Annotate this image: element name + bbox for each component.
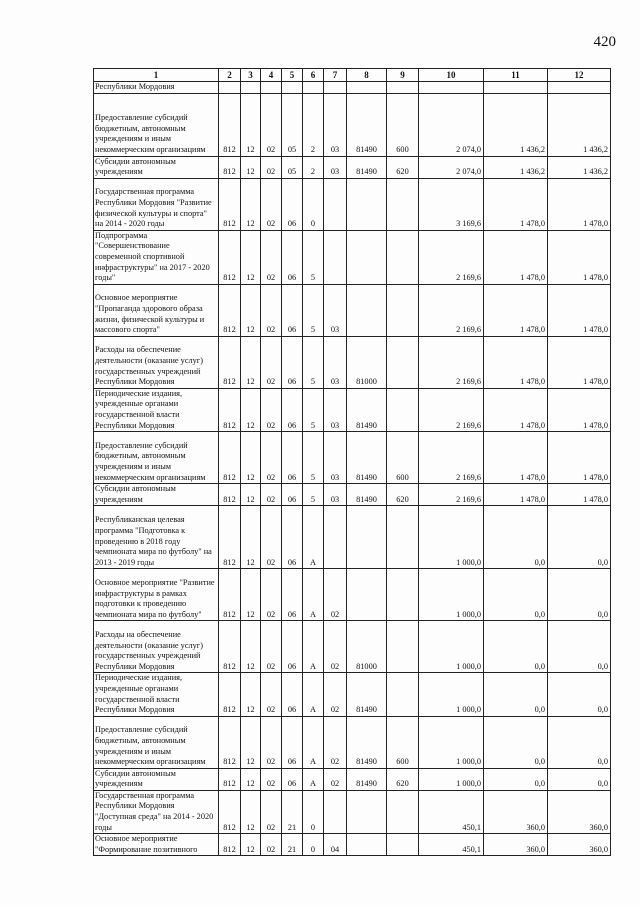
- cell-item-name: Основное мероприятие "Пропаганда здорового образа жизни, физической культуры и массового спорта": [94, 284, 219, 336]
- cell-section-code: 12: [241, 432, 261, 484]
- cell-amount-2020: 1 478,0: [548, 230, 611, 284]
- cell-amount-2019: 1 478,0: [484, 388, 548, 431]
- column-header: 4: [261, 69, 282, 82]
- cell-direction-code: [347, 790, 387, 833]
- column-header: 2: [219, 69, 241, 82]
- cell-amount-2018: 2 169,6: [419, 388, 484, 431]
- cell-direction-code: [347, 284, 387, 336]
- cell-subprogram-code: 5: [303, 230, 324, 284]
- cell-ministry-code: 812: [219, 432, 241, 484]
- cell-direction-code: [347, 834, 387, 856]
- cell-item-name: Расходы на обеспечение деятельности (оказание услуг) государственных учреждений Республики Мордовия: [94, 336, 219, 388]
- cell-direction-code: 81490: [347, 388, 387, 431]
- cell-section-code: 12: [241, 673, 261, 716]
- table-row: [94, 569, 611, 621]
- cell-program-code: 05: [282, 93, 303, 156]
- cell-activity-code: 03: [324, 336, 347, 388]
- cell-expense-type-code: 620: [387, 768, 419, 790]
- cell-subprogram-code: 5: [303, 336, 324, 388]
- cell-ministry-code: 812: [219, 336, 241, 388]
- cell-activity-code: [324, 790, 347, 833]
- cell-activity-code: 03: [324, 432, 347, 484]
- table-row: [94, 716, 611, 768]
- cell-amount-2020: 1 478,0: [548, 284, 611, 336]
- cell-amount-2019: 0,0: [484, 716, 548, 768]
- cell-direction-code: 81490: [347, 484, 387, 506]
- cell-amount-2020: 0,0: [548, 506, 611, 569]
- cell-item-name: Основное мероприятие "Развитие инфраструктуры в рамках подготовки к проведению чемпионата мира по футболу": [94, 569, 219, 621]
- cell-ministry-code: 812: [219, 284, 241, 336]
- cell-amount-2019: 1 478,0: [484, 336, 548, 388]
- cell-amount-2018: 450,1: [419, 790, 484, 833]
- column-header: 6: [303, 69, 324, 82]
- cell-subsection-code: 02: [261, 432, 282, 484]
- cell-program-code: 06: [282, 336, 303, 388]
- cell-program-code: 06: [282, 388, 303, 431]
- cell-activity-code: 02: [324, 621, 347, 673]
- cell-subsection-code: 02: [261, 834, 282, 856]
- cell-expense-type-code: 620: [387, 484, 419, 506]
- cell-ministry-code: 812: [219, 230, 241, 284]
- cell-activity-code: 02: [324, 768, 347, 790]
- cell-program-code: 06: [282, 673, 303, 716]
- cell-direction-code: [347, 569, 387, 621]
- cell-section-code: 12: [241, 156, 261, 178]
- cell-amount-2018: 1 000,0: [419, 569, 484, 621]
- cell-amount-2019: 1 478,0: [484, 432, 548, 484]
- cell-direction-code: 81000: [347, 336, 387, 388]
- column-header: 10: [419, 69, 484, 82]
- table-row: [94, 336, 611, 388]
- budget-table: [93, 68, 611, 856]
- cell-item-name: Государственная программа Республики Мордовия "Развитие физической культуры и спорта" на 2014 - 2020 годы: [94, 178, 219, 230]
- table-row: [94, 790, 611, 833]
- cell-subprogram-code: 2: [303, 93, 324, 156]
- cell-amount-2020: 1 478,0: [548, 336, 611, 388]
- cell-section-code: 12: [241, 506, 261, 569]
- cell-activity-code: 03: [324, 93, 347, 156]
- cell-subprogram-code: 5: [303, 388, 324, 431]
- cell-amount-2019: 1 478,0: [484, 284, 548, 336]
- cell-section-code: 12: [241, 716, 261, 768]
- cell-ministry-code: 812: [219, 506, 241, 569]
- cell-subsection-code: 02: [261, 230, 282, 284]
- cell-activity-code: 03: [324, 388, 347, 431]
- cell-expense-type-code: [387, 178, 419, 230]
- cell-amount-2018: 3 169,6: [419, 178, 484, 230]
- cell-activity-code: 03: [324, 156, 347, 178]
- cell-direction-code: 81490: [347, 768, 387, 790]
- cell-direction-code: 81490: [347, 93, 387, 156]
- cell-amount-2020: 0,0: [548, 673, 611, 716]
- cell-amount-2018: 1 000,0: [419, 673, 484, 716]
- cell-direction-code: 81000: [347, 621, 387, 673]
- table-row: [94, 93, 611, 156]
- cell-expense-type-code: 600: [387, 716, 419, 768]
- table-row: [94, 178, 611, 230]
- cell-item-name: Государственная программа Республики Мордовия "Доступная среда" на 2014 - 2020 годы: [94, 790, 219, 833]
- cell-program-code: 06: [282, 432, 303, 484]
- cell-subprogram-code: 5: [303, 284, 324, 336]
- cell-amount-2018: 2 074,0: [419, 156, 484, 178]
- cell-item-name: Республиканская целевая программа "Подготовка к проведению в 2018 году чемпионата мира по футболу" на 2013 - 2019 годы: [94, 506, 219, 569]
- cell-amount-2018: 2 074,0: [419, 93, 484, 156]
- cell-expense-type-code: [387, 230, 419, 284]
- cell-subsection-code: 02: [261, 484, 282, 506]
- cell-activity-code: [324, 178, 347, 230]
- cell-section-code: 12: [241, 621, 261, 673]
- cell-subsection-code: 02: [261, 790, 282, 833]
- cell-program-code: 06: [282, 230, 303, 284]
- cell-item-name: Расходы на обеспечение деятельности (оказание услуг) государственных учреждений Республики Мордовия: [94, 621, 219, 673]
- cell-ministry-code: 812: [219, 178, 241, 230]
- cell-activity-code: 04: [324, 834, 347, 856]
- cell-expense-type-code: [387, 284, 419, 336]
- cell-amount-2020: 1 478,0: [548, 484, 611, 506]
- cell-item-name: Предоставление субсидий бюджетным, автономным учреждениям и иным некоммерческим организациям: [94, 432, 219, 484]
- cell-program-code: 21: [282, 790, 303, 833]
- cell-ministry-code: 812: [219, 93, 241, 156]
- cell-direction-code: [347, 506, 387, 569]
- cell-program-code: 06: [282, 178, 303, 230]
- cell-amount-2019: 1 436,2: [484, 156, 548, 178]
- cell-section-code: 12: [241, 284, 261, 336]
- cell-program-code: 06: [282, 506, 303, 569]
- cell-expense-type-code: [387, 388, 419, 431]
- cell-section-code: 12: [241, 230, 261, 284]
- cell-amount-2019: 1 436,2: [484, 93, 548, 156]
- cell-subsection-code: 02: [261, 621, 282, 673]
- cell-amount-2019: 360,0: [484, 790, 548, 833]
- cell-amount-2020: 1 478,0: [548, 432, 611, 484]
- cell-amount-2018: 2 169,6: [419, 284, 484, 336]
- cell-amount-2020: 1 478,0: [548, 178, 611, 230]
- cell-amount-2019: 1 478,0: [484, 178, 548, 230]
- cell-ministry-code: 812: [219, 716, 241, 768]
- cell-amount-2018: 1 000,0: [419, 506, 484, 569]
- cell-ministry-code: 812: [219, 673, 241, 716]
- page-number: 420: [593, 34, 616, 50]
- cell-activity-code: [324, 230, 347, 284]
- cell-expense-type-code: [387, 834, 419, 856]
- table-row: [94, 388, 611, 431]
- cell-activity-code: 02: [324, 716, 347, 768]
- cell-program-code: 21: [282, 834, 303, 856]
- table-row: [94, 432, 611, 484]
- table-row: [94, 484, 611, 506]
- cell-subsection-code: 02: [261, 673, 282, 716]
- cell-activity-code: [324, 506, 347, 569]
- cell-item-name: Подпрограмма "Совершенствование современной спортивной инфраструктуры" на 2017 - 2020 годы": [94, 230, 219, 284]
- cell-item-name: Субсидии автономным учреждениям: [94, 156, 219, 178]
- cell-subsection-code: 02: [261, 768, 282, 790]
- cell-amount-2020: 0,0: [548, 621, 611, 673]
- cell-section-code: 12: [241, 388, 261, 431]
- column-header: 5: [282, 69, 303, 82]
- cell-expense-type-code: 600: [387, 432, 419, 484]
- cell-subprogram-code: А: [303, 716, 324, 768]
- cell-ministry-code: 812: [219, 156, 241, 178]
- cell-amount-2019: 0,0: [484, 506, 548, 569]
- cell-subprogram-code: А: [303, 673, 324, 716]
- cell-subprogram-code: А: [303, 506, 324, 569]
- cell-ministry-code: 812: [219, 484, 241, 506]
- column-header: 8: [347, 69, 387, 82]
- cell-section-code: 12: [241, 178, 261, 230]
- cell-item-name: Периодические издания, учрежденные органами государственной власти Республики Мордовия: [94, 388, 219, 431]
- cell-activity-code: 02: [324, 569, 347, 621]
- cell-section-code: 12: [241, 484, 261, 506]
- cell-amount-2018: 2 169,6: [419, 230, 484, 284]
- cell-section-code: 12: [241, 790, 261, 833]
- cell-item-name: Предоставление субсидий бюджетным, автономным учреждениям и иным некоммерческим организациям: [94, 716, 219, 768]
- cell-subsection-code: 02: [261, 93, 282, 156]
- cell-amount-2019: 0,0: [484, 768, 548, 790]
- cell-amount-2019: 1 478,0: [484, 484, 548, 506]
- cell-expense-type-code: [387, 621, 419, 673]
- table-row: [94, 768, 611, 790]
- cell-amount-2018: 2 169,6: [419, 432, 484, 484]
- cell-program-code: 06: [282, 284, 303, 336]
- cell-section-code: 12: [241, 569, 261, 621]
- cell-program-code: 06: [282, 484, 303, 506]
- table-header-row: [94, 69, 611, 82]
- cell-item-name: Основное мероприятие "Формирование позитивного: [94, 834, 219, 856]
- cell-direction-code: [347, 178, 387, 230]
- cell-subprogram-code: А: [303, 768, 324, 790]
- cell-subprogram-code: 5: [303, 484, 324, 506]
- table-row: [94, 673, 611, 716]
- table-row: [94, 82, 611, 94]
- cell-subsection-code: 02: [261, 156, 282, 178]
- cell-direction-code: [347, 230, 387, 284]
- table-row: [94, 506, 611, 569]
- cell-program-code: 06: [282, 768, 303, 790]
- cell-amount-2018: 2 169,6: [419, 336, 484, 388]
- cell-activity-code: 02: [324, 673, 347, 716]
- cell-ministry-code: 812: [219, 388, 241, 431]
- cell-amount-2019: 1 478,0: [484, 230, 548, 284]
- cell-amount-2020: 0,0: [548, 569, 611, 621]
- table-row: [94, 156, 611, 178]
- cell-item-name: Субсидии автономным учреждениям: [94, 484, 219, 506]
- cell-amount-2020: 1 436,2: [548, 93, 611, 156]
- cell-subsection-code: 02: [261, 178, 282, 230]
- cell-amount-2019: 0,0: [484, 673, 548, 716]
- column-header: 1: [94, 69, 219, 82]
- table-row: [94, 834, 611, 856]
- cell-direction-code: 81490: [347, 156, 387, 178]
- cell-section-code: 12: [241, 336, 261, 388]
- cell-subsection-code: 02: [261, 569, 282, 621]
- cell-section-code: 12: [241, 834, 261, 856]
- cell-subsection-code: 02: [261, 716, 282, 768]
- cell-expense-type-code: [387, 673, 419, 716]
- cell-item-name: Периодические издания, учрежденные органами государственной власти Республики Мордовия: [94, 673, 219, 716]
- cell-ministry-code: 812: [219, 834, 241, 856]
- cell-amount-2018: 450,1: [419, 834, 484, 856]
- cell-expense-type-code: 620: [387, 156, 419, 178]
- cell-expense-type-code: [387, 336, 419, 388]
- cell-activity-code: 03: [324, 484, 347, 506]
- table-row: [94, 621, 611, 673]
- cell-amount-2018: 1 000,0: [419, 716, 484, 768]
- cell-direction-code: 81490: [347, 716, 387, 768]
- cell-subsection-code: 02: [261, 336, 282, 388]
- cell-program-code: 06: [282, 716, 303, 768]
- cell-expense-type-code: [387, 569, 419, 621]
- region-label: Республики Мордовия: [94, 82, 219, 94]
- cell-ministry-code: 812: [219, 768, 241, 790]
- cell-subsection-code: 02: [261, 284, 282, 336]
- table-row: [94, 284, 611, 336]
- cell-subprogram-code: 5: [303, 432, 324, 484]
- cell-amount-2020: 360,0: [548, 834, 611, 856]
- cell-item-name: Субсидии автономным учреждениям: [94, 768, 219, 790]
- cell-subsection-code: 02: [261, 388, 282, 431]
- cell-amount-2018: 2 169,6: [419, 484, 484, 506]
- cell-section-code: 12: [241, 768, 261, 790]
- cell-subprogram-code: 2: [303, 156, 324, 178]
- cell-expense-type-code: [387, 790, 419, 833]
- cell-amount-2020: 1 478,0: [548, 388, 611, 431]
- cell-amount-2020: 1 436,2: [548, 156, 611, 178]
- cell-subsection-code: 02: [261, 506, 282, 569]
- cell-ministry-code: 812: [219, 790, 241, 833]
- cell-amount-2018: 1 000,0: [419, 621, 484, 673]
- column-header: 11: [484, 69, 548, 82]
- cell-subprogram-code: 0: [303, 178, 324, 230]
- cell-amount-2019: 0,0: [484, 621, 548, 673]
- cell-item-name: Предоставление субсидий бюджетным, автономным учреждениям и иным некоммерческим организациям: [94, 93, 219, 156]
- cell-activity-code: 03: [324, 284, 347, 336]
- cell-program-code: 06: [282, 621, 303, 673]
- cell-subprogram-code: 0: [303, 790, 324, 833]
- cell-amount-2020: 0,0: [548, 768, 611, 790]
- cell-amount-2018: 1 000,0: [419, 768, 484, 790]
- cell-amount-2020: 360,0: [548, 790, 611, 833]
- cell-subprogram-code: А: [303, 621, 324, 673]
- cell-direction-code: 81490: [347, 673, 387, 716]
- column-header: 7: [324, 69, 347, 82]
- cell-amount-2019: 0,0: [484, 569, 548, 621]
- cell-amount-2020: 0,0: [548, 716, 611, 768]
- cell-subprogram-code: А: [303, 569, 324, 621]
- column-header: 3: [241, 69, 261, 82]
- column-header: 12: [548, 69, 611, 82]
- column-header: 9: [387, 69, 419, 82]
- cell-program-code: 06: [282, 569, 303, 621]
- cell-subprogram-code: 0: [303, 834, 324, 856]
- cell-ministry-code: 812: [219, 621, 241, 673]
- cell-direction-code: 81490: [347, 432, 387, 484]
- cell-program-code: 05: [282, 156, 303, 178]
- cell-amount-2019: 360,0: [484, 834, 548, 856]
- cell-expense-type-code: 600: [387, 93, 419, 156]
- cell-expense-type-code: [387, 506, 419, 569]
- table-row: [94, 230, 611, 284]
- cell-ministry-code: 812: [219, 569, 241, 621]
- cell-section-code: 12: [241, 93, 261, 156]
